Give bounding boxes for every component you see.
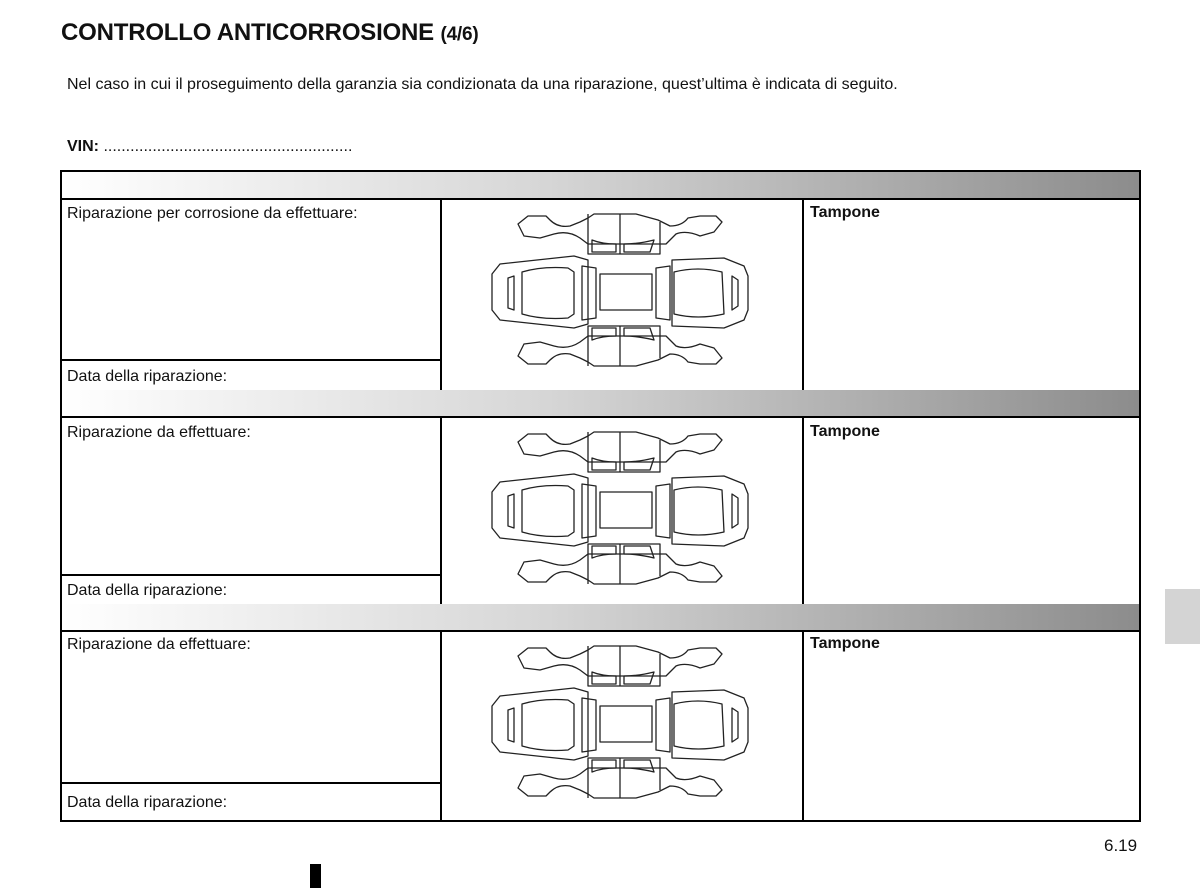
column-divider: [440, 632, 442, 822]
vin-label: VIN:: [67, 138, 99, 155]
row-divider: [62, 782, 442, 784]
repair-date-label: Data della riparazione:: [67, 368, 228, 385]
section-header-band: [62, 390, 1139, 418]
row-divider: [62, 574, 442, 576]
car-body-outline-icon: [488, 642, 752, 807]
repair-label: Riparazione da effettuare:: [67, 636, 251, 653]
repair-label: Riparazione da effettuare:: [67, 424, 251, 441]
crop-mark: [310, 864, 321, 888]
chapter-tab-marker: [1165, 589, 1200, 644]
stamp-label: Tampone: [810, 204, 880, 221]
vin-line: [67, 138, 352, 156]
stamp-label: Tampone: [810, 423, 880, 440]
repair-date-label: Data della riparazione:: [67, 794, 228, 811]
column-divider: [802, 200, 804, 390]
repair-label: Riparazione per corrosione da effettuare:: [67, 205, 358, 222]
row-divider: [62, 359, 442, 361]
column-divider: [440, 418, 442, 604]
section-header-band: [62, 172, 1139, 200]
page-number: 6.19: [1104, 836, 1138, 855]
vin-value: ........................................................: [103, 138, 353, 155]
column-divider: [802, 632, 804, 822]
column-divider: [440, 200, 442, 390]
repair-date-label: Data della riparazione:: [67, 582, 228, 599]
title-text: CONTROLLO ANTICORROSIONE: [61, 19, 434, 46]
page-title: [61, 19, 479, 47]
title-page-indicator: (4/6): [440, 24, 479, 45]
section-header-band: [62, 604, 1139, 632]
car-body-outline-icon: [488, 210, 752, 375]
column-divider: [802, 418, 804, 604]
intro-text: Nel caso in cui il proseguimento della garanzia sia condizionata da una riparazione, quest’ultima è indicata di seguito.: [67, 76, 898, 93]
stamp-label: Tampone: [810, 635, 880, 652]
car-body-outline-icon: [488, 428, 752, 593]
repair-table: [60, 170, 1141, 822]
